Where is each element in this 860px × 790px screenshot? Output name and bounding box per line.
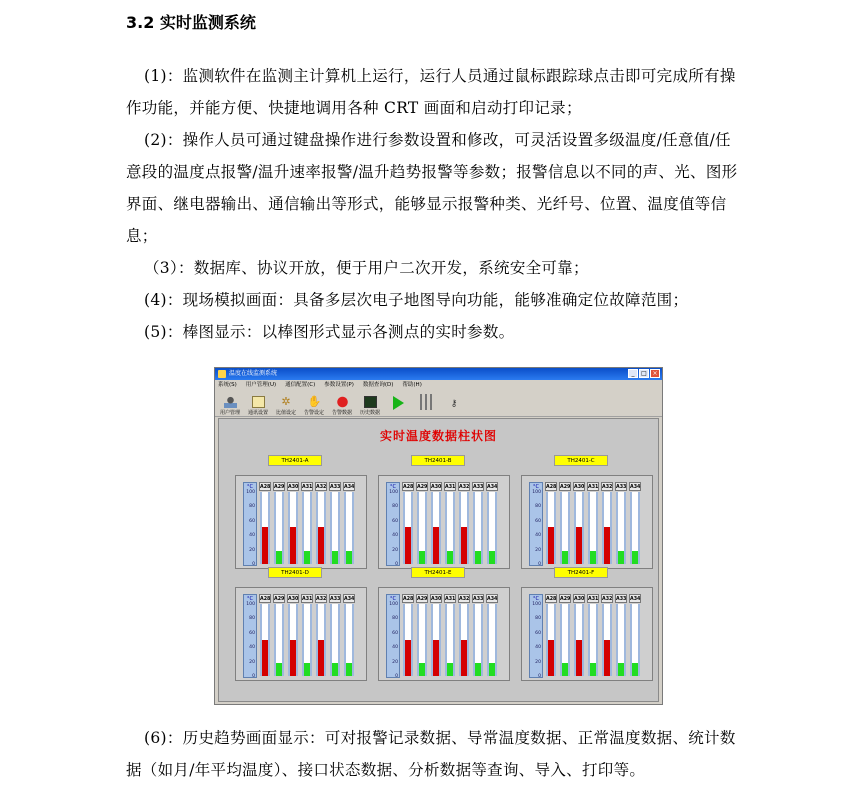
bar <box>276 663 282 676</box>
tool-label: 告警设定 <box>303 410 324 416</box>
x-tick-label: A28 <box>402 594 414 603</box>
bar-column <box>559 482 571 566</box>
tool-label: 告警数据 <box>331 410 352 416</box>
x-tick-label: A29 <box>559 594 571 603</box>
x-tick-label: A33 <box>329 594 341 603</box>
bar <box>447 663 453 676</box>
y-scale <box>386 482 400 566</box>
y-tick-label: 20 <box>249 659 255 665</box>
bar <box>618 663 624 676</box>
bar <box>461 527 467 564</box>
x-tick-label: A28 <box>402 482 414 491</box>
history-data-icon <box>364 396 377 408</box>
bar <box>618 551 624 564</box>
bar <box>604 640 610 676</box>
unit-label: °C <box>390 596 396 602</box>
x-tick-label: A28 <box>259 482 271 491</box>
unit-label: °C <box>533 484 539 490</box>
x-tick-label: A34 <box>629 594 641 603</box>
y-tick-label: 100 <box>246 490 255 495</box>
menu-help[interactable]: 帮助(H) <box>402 382 422 388</box>
y-scale <box>243 594 257 678</box>
x-tick-label: A31 <box>301 594 313 603</box>
x-tick-label: A30 <box>573 594 585 603</box>
bar <box>419 551 425 564</box>
panel-tag: TH2401-E <box>411 567 465 578</box>
bar-column <box>444 594 456 678</box>
y-tick-label: 60 <box>392 630 398 636</box>
x-tick-label: A31 <box>444 594 456 603</box>
y-tick-label: 100 <box>532 602 541 607</box>
y-tick-label: 60 <box>535 518 541 524</box>
body-text-top <box>126 60 746 348</box>
bar <box>405 640 411 676</box>
bar <box>461 640 467 676</box>
play-icon <box>393 396 404 410</box>
x-tick-label: A33 <box>615 594 627 603</box>
y-tick-label: 20 <box>392 547 398 553</box>
y-tick-label: 40 <box>392 645 398 651</box>
bar-column <box>430 594 442 678</box>
x-tick-label: A28 <box>545 482 557 491</box>
menu-parameter-settings[interactable]: 参数设置(P) <box>324 382 354 388</box>
bar <box>447 551 453 564</box>
y-scale <box>386 594 400 678</box>
bar <box>590 663 596 676</box>
panel-tag: TH2401-D <box>268 567 322 578</box>
x-tick-label: A29 <box>416 594 428 603</box>
menu-comm-config[interactable]: 通信配置(C) <box>285 382 316 388</box>
tool-label: 用户管理 <box>219 410 240 416</box>
bar <box>632 663 638 676</box>
y-tick-label: 40 <box>535 645 541 651</box>
bar <box>318 640 324 676</box>
x-tick-label: A32 <box>315 482 327 491</box>
bar <box>475 663 481 676</box>
alarm-data-button[interactable] <box>331 396 353 416</box>
y-tick-label: 60 <box>249 518 255 524</box>
panel-frame <box>378 587 510 681</box>
bar <box>276 551 282 564</box>
bar-column <box>329 482 341 566</box>
x-tick-label: A29 <box>416 482 428 491</box>
x-tick-label: A31 <box>587 594 599 603</box>
x-tick-label: A32 <box>601 594 613 603</box>
y-tick-label: 100 <box>389 602 398 607</box>
x-tick-label: A34 <box>486 482 498 491</box>
bar-column <box>587 594 599 678</box>
y-tick-label: 80 <box>535 504 541 510</box>
x-tick-label: A32 <box>458 594 470 603</box>
key-button[interactable] <box>443 398 465 416</box>
x-tick-label: A28 <box>259 594 271 603</box>
y-tick-label: 60 <box>392 518 398 524</box>
bar <box>433 640 439 676</box>
comm-settings-button[interactable] <box>247 396 269 416</box>
bar <box>262 640 268 676</box>
bar-column <box>444 482 456 566</box>
x-tick-label: A34 <box>343 594 355 603</box>
bar <box>290 640 296 676</box>
paragraph: (2)：操作人员可通过键盘操作进行参数设置和修改，可灵活设置多级温度/任意值/任意段的温度点报警/温升速率报警/温升趋势报警等参数；报警信息以不同的声、光、图形界面、继电器输出、通信输出等形式，能够显示报警种类、光纤号、位置、温度值等信息； <box>126 131 738 245</box>
bar-column <box>301 594 313 678</box>
y-tick-label: 100 <box>389 490 398 495</box>
y-tick-label: 0 <box>538 562 541 567</box>
y-tick-label: 40 <box>535 533 541 539</box>
app-icon <box>218 370 226 378</box>
bar-column <box>587 482 599 566</box>
panel-tag: TH2401-B <box>411 455 465 466</box>
tool-label: 比值设定 <box>275 410 296 416</box>
bar <box>433 527 439 564</box>
y-tick-label: 80 <box>249 616 255 622</box>
panel-tag: TH2401-F <box>554 567 608 578</box>
menu-bar <box>215 380 662 390</box>
bar-column <box>472 482 484 566</box>
bar <box>576 527 582 564</box>
chart-title: 实时温度数据柱状图 <box>379 429 497 443</box>
y-tick-label: 60 <box>535 630 541 636</box>
y-tick-label: 20 <box>535 547 541 553</box>
y-tick-label: 80 <box>392 504 398 510</box>
panel-tag: TH2401-C <box>554 455 608 466</box>
bar <box>562 663 568 676</box>
bar-column <box>629 594 641 678</box>
x-tick-label: A30 <box>430 482 442 491</box>
bar-column <box>601 594 613 678</box>
bar-column <box>472 594 484 678</box>
panel-frame <box>235 587 367 681</box>
bar <box>475 551 481 564</box>
bar <box>548 640 554 676</box>
bar-column <box>615 594 627 678</box>
y-tick-label: 20 <box>392 659 398 665</box>
bar-column <box>545 482 557 566</box>
panel-frame <box>521 587 653 681</box>
y-tick-label: 0 <box>252 674 255 679</box>
x-tick-label: A30 <box>287 594 299 603</box>
bar <box>632 551 638 564</box>
bar-column <box>329 594 341 678</box>
bar <box>562 551 568 564</box>
bar-column <box>402 594 414 678</box>
menu-user-management[interactable]: 用户管理(U) <box>245 382 277 388</box>
x-tick-label: A30 <box>573 482 585 491</box>
bar-column <box>573 482 585 566</box>
x-tick-label: A31 <box>444 482 456 491</box>
x-tick-label: A32 <box>601 482 613 491</box>
bar <box>405 527 411 564</box>
unit-label: °C <box>247 596 253 602</box>
y-tick-label: 20 <box>249 547 255 553</box>
pause-button[interactable] <box>415 394 437 416</box>
y-tick-label: 40 <box>249 645 255 651</box>
tool-label: 通讯设置 <box>247 410 268 416</box>
menu-system[interactable]: 系统(S) <box>218 382 237 388</box>
paragraph: (5)：棒图显示：以棒图形式显示各测点的实时参数。 <box>144 323 515 341</box>
minimize-button[interactable]: _ <box>628 369 638 378</box>
bar-column <box>559 594 571 678</box>
paragraph: (4)：现场模拟画面：具备多层次电子地图导向功能，能够准确定位故障范围； <box>144 291 689 309</box>
paragraph: （3）：数据库、协议开放，便于用户二次开发，系统安全可靠； <box>144 259 589 277</box>
x-tick-label: A33 <box>615 482 627 491</box>
tool-label: 历史数据 <box>359 410 380 416</box>
history-data-button[interactable] <box>359 396 381 416</box>
bar-column <box>287 482 299 566</box>
bar-column <box>601 482 613 566</box>
close-button[interactable]: × <box>650 369 660 378</box>
y-tick-label: 0 <box>538 674 541 679</box>
y-tick-label: 40 <box>249 533 255 539</box>
alarm-settings-icon: ✋ <box>307 395 322 408</box>
y-tick-label: 20 <box>535 659 541 665</box>
bar-column <box>315 594 327 678</box>
bar <box>419 663 425 676</box>
bar <box>262 527 268 564</box>
window-title: 温度在线监测系统 <box>229 370 278 377</box>
bar-column <box>458 482 470 566</box>
body-text-bottom <box>126 722 746 786</box>
bar-column <box>273 482 285 566</box>
paragraph: (6)：历史趋势画面显示：可对报警记录数据、导常温度数据、正常温度数据、统计数据（如月/年平均温度）、接口状态数据、分析数据等查询、导入、打印等。 <box>126 729 736 779</box>
pause-icon <box>420 394 432 410</box>
bar-column <box>573 594 585 678</box>
x-tick-label: A33 <box>472 594 484 603</box>
bar <box>332 663 338 676</box>
x-tick-label: A33 <box>472 482 484 491</box>
bar <box>590 551 596 564</box>
user-management-icon <box>224 396 237 408</box>
x-tick-label: A34 <box>343 482 355 491</box>
unit-label: °C <box>533 596 539 602</box>
key-icon: ⚷ <box>450 399 458 409</box>
x-tick-label: A29 <box>273 482 285 491</box>
x-tick-label: A31 <box>587 482 599 491</box>
panel-frame <box>378 475 510 569</box>
bar <box>346 551 352 564</box>
x-tick-label: A32 <box>458 482 470 491</box>
toolbar <box>215 390 662 417</box>
bar <box>304 551 310 564</box>
y-tick-label: 0 <box>395 674 398 679</box>
bar <box>489 663 495 676</box>
y-scale <box>529 482 543 566</box>
x-tick-label: A28 <box>545 594 557 603</box>
bar-column <box>416 482 428 566</box>
bar-column <box>430 482 442 566</box>
comm-settings-icon <box>252 396 265 408</box>
menu-data-query[interactable]: 数据查询(D) <box>362 382 394 388</box>
compare-settings-icon: ✲ <box>281 395 291 408</box>
bar <box>548 527 554 564</box>
x-tick-label: A32 <box>315 594 327 603</box>
bar-column <box>287 594 299 678</box>
bar <box>576 640 582 676</box>
bar-column <box>402 482 414 566</box>
x-tick-label: A29 <box>273 594 285 603</box>
play-button[interactable] <box>387 396 409 416</box>
bar-column <box>615 482 627 566</box>
paragraph: (1)：监测软件在监测主计算机上运行，运行人员通过鼠标跟踪球点击即可完成所有操作功能，并能方便、快捷地调用各种 CRT 画面和启动打印记录； <box>126 67 736 117</box>
bar <box>304 663 310 676</box>
panel-frame <box>235 475 367 569</box>
bar-column <box>486 594 498 678</box>
user-management-button[interactable] <box>219 396 241 416</box>
y-tick-label: 0 <box>252 562 255 567</box>
x-tick-label: A34 <box>486 594 498 603</box>
bar-column <box>545 594 557 678</box>
bar-column <box>458 594 470 678</box>
x-tick-label: A31 <box>301 482 313 491</box>
bar <box>346 663 352 676</box>
bar <box>318 527 324 564</box>
y-tick-label: 0 <box>395 562 398 567</box>
y-scale <box>529 594 543 678</box>
bar-column <box>629 482 641 566</box>
panel-frame <box>521 475 653 569</box>
bar-column <box>486 482 498 566</box>
bar-column <box>343 482 355 566</box>
x-tick-label: A30 <box>287 482 299 491</box>
alarm-data-icon <box>336 396 349 408</box>
unit-label: °C <box>390 484 396 490</box>
bar-column <box>416 594 428 678</box>
maximize-button[interactable]: □ <box>639 369 649 378</box>
x-tick-label: A33 <box>329 482 341 491</box>
bar-column <box>343 594 355 678</box>
y-scale <box>243 482 257 566</box>
y-tick-label: 80 <box>535 616 541 622</box>
y-tick-label: 60 <box>249 630 255 636</box>
x-tick-label: A30 <box>430 594 442 603</box>
y-tick-label: 80 <box>249 504 255 510</box>
y-tick-label: 100 <box>246 602 255 607</box>
x-tick-label: A34 <box>629 482 641 491</box>
bar-column <box>259 482 271 566</box>
unit-label: °C <box>247 484 253 490</box>
panel-tag: TH2401-A <box>268 455 322 466</box>
bar <box>604 527 610 564</box>
alarm-settings-button[interactable] <box>303 396 325 416</box>
bar-column <box>273 594 285 678</box>
bar-column <box>315 482 327 566</box>
monitoring-software-screenshot <box>214 367 663 705</box>
bar-column <box>301 482 313 566</box>
bar-chart-canvas <box>218 418 659 702</box>
y-tick-label: 80 <box>392 616 398 622</box>
bar <box>290 527 296 564</box>
section-heading: 3.2 实时监测系统 <box>126 13 256 32</box>
bar <box>332 551 338 564</box>
y-tick-label: 100 <box>532 490 541 495</box>
bar-column <box>259 594 271 678</box>
compare-settings-button[interactable] <box>275 396 297 416</box>
bar <box>489 551 495 564</box>
x-tick-label: A29 <box>559 482 571 491</box>
y-tick-label: 40 <box>392 533 398 539</box>
window-titlebar <box>215 368 662 380</box>
